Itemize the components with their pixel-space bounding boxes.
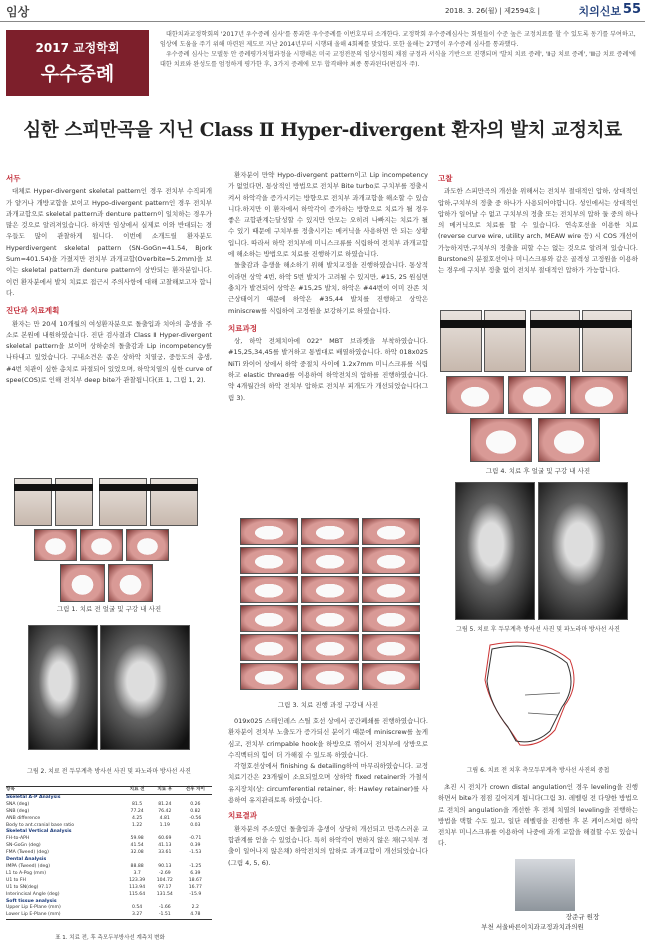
table-cell: -1.51	[158, 912, 171, 918]
table-cell: ANB difference	[6, 815, 41, 821]
table-caption: 표 1. 치료 전, 후 측모두부방사선 계측치 변화	[55, 935, 165, 941]
table-cell: 104.72	[156, 877, 173, 883]
table-row	[6, 885, 212, 892]
eye-mask-bar	[440, 320, 526, 328]
table-cell: Lower Lip E-Plane (mm)	[6, 912, 61, 918]
table-row	[6, 816, 212, 823]
table-row	[6, 809, 212, 816]
eye-mask-bar	[530, 320, 632, 328]
table-cell: -1.25	[189, 863, 202, 869]
cephalogram-photo	[455, 482, 535, 620]
intraoral-photo	[301, 547, 359, 574]
body-paragraph: 019x025 스테인레스 스틸 호선 상에서 공간폐쇄를 진행하였습니다. 환자분이 전치부 노출도가 증가되신 분이기 때문에 miniscrew를 높게 심고, 전치부 crimpable hook을 하방으로 꺾어서 전치부에 상방으로 수직벡터의 힘이 더 가해질 수 있도록 하였습니다.	[228, 717, 428, 759]
table-cell: L1 to A-Pog (mm)	[6, 870, 47, 876]
table-cell: -1.66	[158, 905, 171, 911]
intraoral-photo	[470, 418, 532, 462]
column-2-continued	[228, 716, 428, 869]
figure-caption: 그림 4. 치료 후 얼굴 및 구강 내 사진	[485, 467, 591, 475]
section-heading: 서두	[6, 174, 21, 183]
body-paragraph: 과도한 스피만곡의 개선을 위해서는 전치부 절대적인 압하, 상대적인 압하,구치부의 정출 중 하나가 사용되어야합니다. 성인에서는 상대적인 압하가 일어날 수 없고 구치부의 정출 또는 전치부의 압하 둘 중의 하나의 메커닉으로 치료를 할 수 있습니다. 연속호선을 이용한 치료(reverse curve wire, utility arch, MEAW wire 등) 시 COS 개선이 가능하지만,구치부의 정출을 피할 수는 없는 것으로 알려져 있습니다. Burstone의 분절호선이나 미니스크류와 같은 골격성 고정원을 이용하는 경우에 구치부 정출 없이 전치부 절대적인 압하가 가능합니다.	[438, 187, 638, 275]
intraoral-photo	[240, 634, 298, 661]
table-cell: -1.53	[189, 850, 202, 856]
intraoral-photo	[301, 634, 359, 661]
table-cell: FMA (Tweed) (deg)	[6, 850, 49, 856]
measurement-table	[6, 786, 212, 920]
table-cell: 33.61	[158, 850, 172, 856]
table-cell: -15.9	[189, 891, 202, 897]
table-cell: SNB (deg)	[6, 808, 30, 814]
figure-caption: 그림 6. 치료 전 치후 측모두부계측 방사선 사진의 중첩	[466, 767, 610, 774]
column-3-continued	[438, 782, 638, 850]
table-cell: 16.77	[188, 884, 202, 890]
table-row	[6, 871, 212, 878]
table-cell: 81.24	[158, 801, 172, 807]
intraoral-photo	[34, 529, 77, 561]
table-row	[6, 864, 212, 871]
table-row	[6, 794, 212, 801]
column-2	[228, 170, 428, 404]
intraoral-photo	[240, 576, 298, 603]
table-cell: 0.03	[190, 822, 201, 828]
table-cell: Skeletal A-P Analysis	[6, 794, 61, 800]
table-cell: 113.94	[129, 884, 146, 890]
table-cell: Body to ant.cranial base ratio	[6, 822, 75, 828]
body-paragraph: 각형호선상에서 finishing & detailing하여 마무리하였습니다. 교정 치료기간은 23개월이 소요되었으며 상하악 fixed retainer와 가철식 유지장치(상: circumferential retainer, 하: Hawley retainer)를 사용하여 유지관리토록 하였습니다.	[228, 762, 428, 805]
body-paragraph: 환자는 만 20세 10개월의 여성환자분으로 돌출입과 치아의 총생을 주소로 본원에 내원하였습니다. 진단 검사결과 Class Ⅱ Hyper-divergent skeletal pattern을 보이며 상하순의 돌출감과 Lip incompetency를 나타내고 있었습니다. 구내소견은 좁은 상하악 치열궁, 중등도의 총생, #4번 치관이 심한 총치로 파절되어 있었으며, 하악치열의 심한 curve of spee(COS)로 인해 전치부 deep bite가 관찰됩니다(표 1, 그림 1, 2).	[6, 319, 212, 385]
table-cell: U1 to SN(deg)	[6, 884, 39, 890]
body-paragraph: 환자분이 만약 Hypo-divergent pattern이고 Lip incompetency가 없었다면, 통상적인 방법으로 전치부 Bite turbo로 구치부를 정출시켜서 하악각을 증가시키는 방향으로 전치부 과개교합을 해소할 수 있습니다.하지만 이 환자에서 하악각이 증가하는 방향으로 치료가 될 경우 좋은 교합관계는달성할 수 있지만 안모는 오히려 나빠지는 치료가 될 수 있기 때문에 구치부를 정출시키는 메커닉을 사용하면 안 되는 상황입니다. 따라서 하악 전치부에 미니스크류를 식립하여 전치부 과개교합에 해소하는 방법으로 치료를 진행하기로 하였습니다.	[228, 171, 428, 259]
intraoral-photo	[240, 663, 298, 690]
intraoral-photo	[80, 529, 123, 561]
table-cell	[123, 794, 151, 801]
table-row	[6, 878, 212, 885]
table-cell: 32.08	[130, 850, 144, 856]
table-cell: 1.19	[159, 822, 170, 828]
body-paragraph: 상, 하악 전체치아에 022" MBT 브라켓을 부착하였습니다. #15,25,34,45를 발거하고 통법대로 배열하였습니다. 하악 018x025 NiTi 와이어 상에서 하악 중절치 사이에 1.2x7mm 미니스크류를 식립하고 elastic thread를 이용하여 하악전치의 압하를 진행하였습니다. 약 4개월간의 하악 전치부 압하로 전치부 피개도가 개선되었습니다(그림 3).	[228, 337, 428, 402]
table-cell: 1.22	[131, 822, 143, 828]
table-cell: SN-GoGn (deg)	[6, 843, 41, 849]
table-cell: Upper Lip E-Plane (mm)	[6, 905, 61, 911]
intraoral-photo	[301, 576, 359, 603]
table-cell: 97.17	[158, 884, 172, 890]
table-cell	[151, 794, 179, 801]
intraoral-photo	[362, 576, 420, 603]
author-info	[420, 912, 645, 932]
table-row	[6, 912, 212, 919]
author-affiliation: 부천 서울바른이치과교정과치과의원	[481, 923, 584, 931]
table-cell: 41.54	[130, 843, 144, 849]
table-cell: SNA (deg)	[6, 801, 30, 807]
series-banner	[6, 30, 149, 96]
table-cell: Dental Analysis	[6, 857, 47, 863]
table-cell: 18.67	[188, 877, 202, 883]
intraoral-photo	[60, 564, 105, 602]
intraoral-photo	[126, 529, 169, 561]
body-paragraph: 돌출감과 총생을 해소하기 위해 발치교정을 진행하였습니다. 통상적이라면 상악 4번, 하악 5번 발치가 고려될 수 있지만, #15, 25 원심면 충치가 발견되어 상악은 #15,25 발치, 하악은 #44번이 이미 잔존 치근상태이기 때문에 하악은 #35,44 발치를 진행하고 상악은 miniscrew를 식립하여 고정원을 보강하기로 하였습니다.	[228, 261, 428, 315]
table-cell: 123.39	[129, 877, 146, 883]
table-cell: Skeletal Vertical Analysis	[6, 829, 72, 835]
column-1	[6, 170, 212, 386]
table-cell: 4.81	[159, 815, 170, 821]
banner-line1: 2017 교정학회	[35, 41, 120, 55]
table-cell: 4.25	[131, 815, 143, 821]
section-heading: 치료과정	[228, 323, 257, 333]
body-paragraph: 대체로 Hyper-divergent skeletal pattern인 경우 전치부 수직피개가 얕거나 개방교합을 보이고 Hypo-divergent pattern인 경우 전치부 과개교합으로 skeletal pattern과 denture pattern이 일치하는 경우가 많은 것으로 알려져있습니다. 하지만 임상에서 실제로 이와 반대되는 경우들도 많이 관찰하게 됩니다. 이번에 소개드릴 환자분도 Hyperdivergent skeletal pattern (SN-GoGn=41.54, Bjork Sum=401.54)을 가졌지만 전치부 과개교합(Overbite=5.2mm)을 보이는 skeletal pattern과 denture pattern이 상반되는 환자분입니다. 이런 환자분에서 발치 치료로 접근시 주의사항에 대해 고찰해보고자 합니다.	[6, 187, 212, 297]
table-header: 치료 전	[123, 787, 151, 795]
table-cell: -2.69	[158, 870, 171, 876]
table-row	[6, 892, 212, 899]
cephalogram-photo	[28, 625, 98, 750]
editor-intro	[160, 30, 638, 70]
table-cell: 41.13	[158, 843, 172, 849]
table-cell: FH-to-APH	[6, 836, 30, 842]
panoramic-xray	[100, 625, 190, 750]
newspaper-logo: 치의신보	[578, 5, 621, 18]
table-cell: 6.39	[190, 870, 201, 876]
table-cell: 88.88	[130, 863, 144, 869]
table-header: 치료 후	[151, 787, 179, 795]
intraoral-photo	[240, 547, 298, 574]
superimposition-tracing	[430, 635, 620, 755]
body-paragraph: 환자분의 주소였던 돌출입과 총생이 상당히 개선되고 만족스러운 교합관계를 얻을 수 있었습니다. 특히 하악각이 변하지 않은 채(구치부 정출이 일어나지 않은채) 하악전치의 압하로 과개교합이 개선되었습니다(그림 4, 5, 6).	[228, 824, 428, 867]
table-cell: U1 to FH	[6, 877, 26, 883]
issue-date: 2018. 3. 26(월) | 제2594호 |	[444, 7, 540, 15]
intraoral-photo	[446, 376, 504, 414]
table-cell: 131.54	[156, 891, 173, 897]
table-cell: 3.27	[131, 912, 143, 918]
table-row	[6, 829, 212, 836]
intraoral-photo	[301, 663, 359, 690]
section-heading: 진단과 치료계획	[6, 306, 60, 316]
figure-caption: 그림 3. 치료 진행 과정 구강내 사진	[277, 701, 379, 709]
table-cell: 4.78	[190, 912, 201, 918]
intraoral-photo	[538, 418, 600, 462]
table-header: 전후 차이	[179, 787, 212, 795]
table-cell: 0.26	[190, 801, 201, 807]
intraoral-photo	[301, 518, 359, 545]
table-cell: 0.82	[190, 808, 201, 814]
intraoral-photo	[570, 376, 628, 414]
figure-caption: 그림 1. 치료 전 얼굴 및 구강 내 사진	[56, 605, 162, 613]
figure-caption: 그림 2. 치료 전 두부계측 방사선 사진 및 파노라마 방사선 사진	[27, 768, 191, 775]
author-name: 장준규 원장	[565, 913, 600, 921]
table-cell	[179, 794, 212, 801]
intro-paragraph: 대한치과교정학회의 '2017년 우수증례 심사'를 통과한 우수증례를 이번호부터 소개한다. 교정학회 우수증례심사는 회원들이 수준 높은 교정치료를 할 수 있도록 동기를 부여하고, 임상에 도움을 주기 위해 마련된 제도로 지난 2014년부터 시행돼 올해 4회째를 맞았다. 또한 올해는 27명이 우수증례 심사를 통과했다.	[160, 31, 636, 48]
author-photo	[515, 859, 575, 911]
section-heading: 고찰	[438, 174, 453, 183]
table-cell	[123, 857, 151, 864]
table-cell: 115.64	[129, 891, 146, 897]
table-cell: 90.13	[158, 863, 172, 869]
table-cell	[151, 857, 179, 864]
column-3	[438, 170, 638, 277]
page-header	[0, 0, 645, 22]
table-cell: 3.7	[133, 870, 141, 876]
intraoral-photo	[362, 663, 420, 690]
article-title: 심한 스피만곡을 지닌 Class Ⅱ Hyper-divergent 환자의 발치 교정치료	[23, 120, 622, 141]
page-number: 55	[622, 2, 641, 17]
table-row	[6, 802, 212, 809]
table-cell: 0.54	[131, 905, 143, 911]
intraoral-photo	[108, 564, 153, 602]
table-cell: 76.42	[158, 808, 172, 814]
table-row	[6, 857, 212, 864]
table-cell: 2.2	[191, 905, 199, 911]
intraoral-photo	[240, 605, 298, 632]
figure-caption: 그림 5. 치료 후 두부계측 방사선 사진 및 파노라마 방사선 사진	[456, 626, 620, 633]
table-cell: -0.56	[189, 815, 202, 821]
intraoral-photo	[362, 634, 420, 661]
panoramic-xray	[538, 482, 628, 620]
intraoral-photo	[240, 518, 298, 545]
intraoral-photo	[362, 518, 420, 545]
eye-mask-bar	[14, 484, 93, 491]
table-cell: Interincisal Angle (deg)	[6, 891, 60, 897]
intraoral-photo	[508, 376, 566, 414]
table-cell: -0.71	[189, 836, 202, 842]
intraoral-photo	[362, 605, 420, 632]
eye-mask-bar	[99, 484, 198, 491]
table-cell	[179, 857, 212, 864]
section-name: 임상	[6, 5, 30, 19]
intraoral-photo	[362, 547, 420, 574]
table-cell: Soft tissue analysis	[6, 898, 57, 904]
body-paragraph: 초진 시 전치가 crown distal angulation인 경우 leveling을 진행하면서 bite가 점점 깊어지게 됩니다(그림 3). 레벨링 전 다양한 방법으로 전치의 angulation을 개선한 후 전체 치열의 leveling을 진행하는 방법을 택할 수도 있고, 일단 레벨링을 진행한 후 본 케이스처럼 하악 전치부 미니스크류를 이용하여 나중에 과개 교합을 해결할 수도 있습니다.	[438, 783, 638, 848]
table-cell: 81.5	[131, 801, 143, 807]
banner-line2: 우수증례	[40, 63, 115, 85]
table-cell: 60.69	[158, 836, 172, 842]
table-cell: 77.24	[130, 808, 144, 814]
table-header: 항목	[6, 787, 123, 795]
table-cell: 0.39	[190, 843, 201, 849]
intro-paragraph: 우수증례 심사는 모델동 안 증례평가치협과정을 시행해온 미국 교정전문의 임상시험의 채점 규정과 서식을 기반으로 진행되며 '발치 치료 증례', 'Ⅱ급 치료 증례', 'Ⅲ급 치료 증례'에 대한 치료와 완성도를 엄정하게 평가한 후, 3가지 증례에 모두 합격해야 최종 통과된다(편집자 주).	[160, 51, 636, 68]
section-heading: 치료결과	[228, 811, 257, 821]
intraoral-photo	[301, 605, 359, 632]
table-cell: IMPA (Tweed) (deg)	[6, 863, 51, 869]
table-cell: 59.98	[130, 836, 144, 842]
